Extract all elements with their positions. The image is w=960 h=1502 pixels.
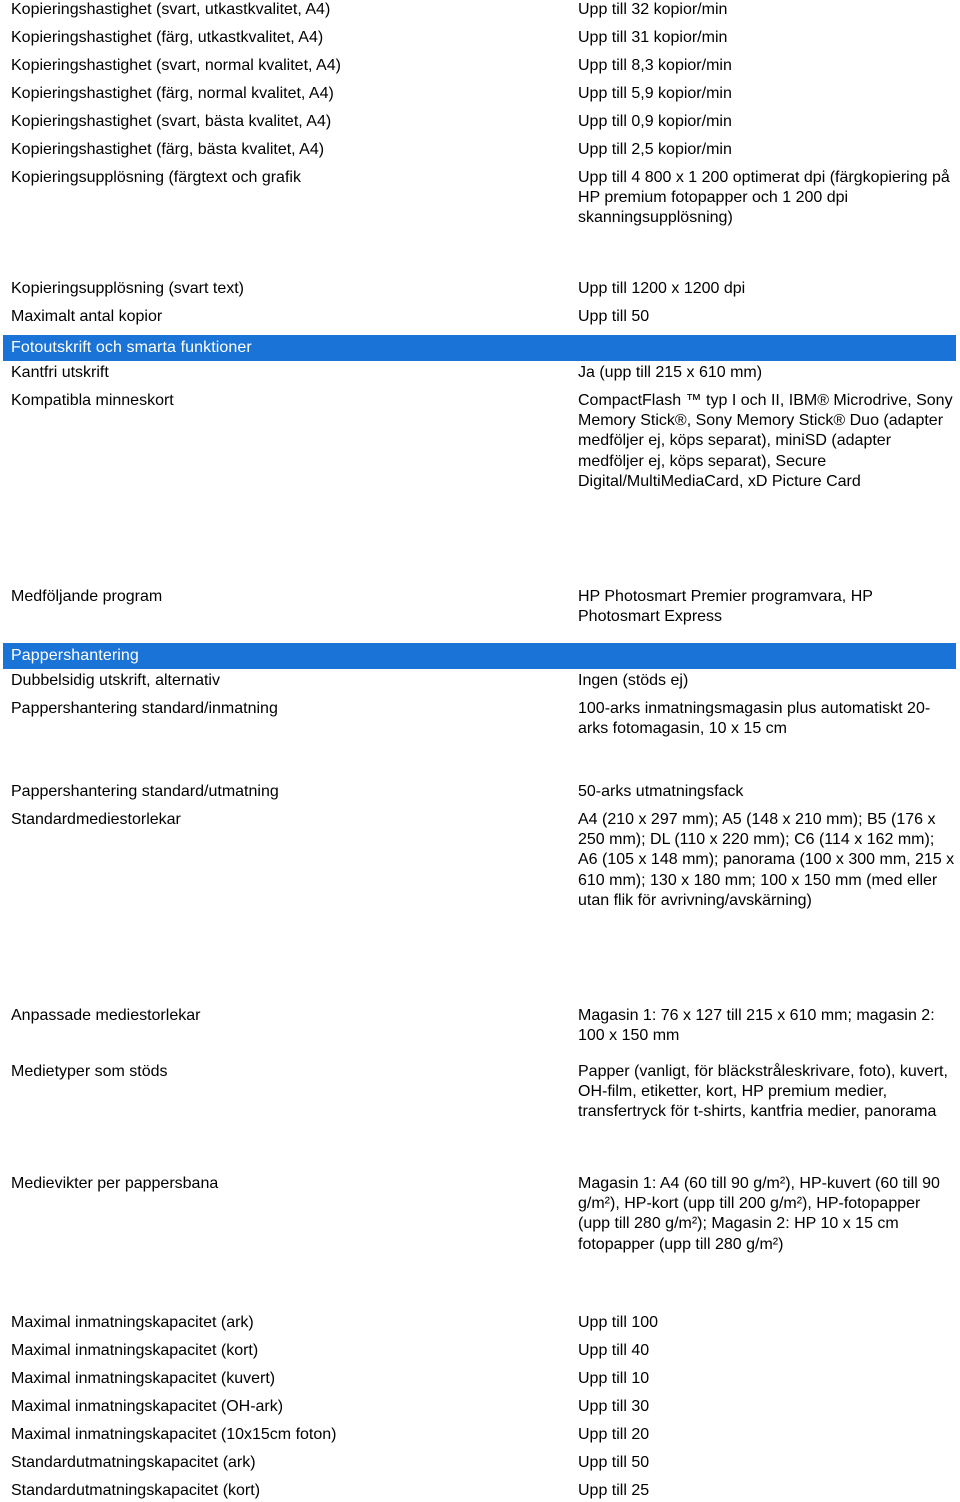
spec-value: Upp till 1200 x 1200 dpi [578, 280, 746, 297]
spec-label: Maximal inmatningskapacitet (kort) [11, 1342, 259, 1359]
spec-value: Upp till 20 [578, 1426, 650, 1443]
spec-label: Maximalt antal kopior [11, 308, 163, 325]
spec-label: Maximal inmatningskapacitet (kuvert) [11, 1370, 276, 1387]
spec-label: Kopieringsupplösning (svart text) [11, 280, 245, 297]
section-header-photo [3, 335, 956, 361]
spec-value: 100-arks inmatningsmagasin plus automatiskt 20-arks fotomagasin, 10 x 15 cm [578, 700, 931, 738]
spec-label: Dubbelsidig utskrift, alternativ [11, 672, 220, 689]
spec-label: Standardutmatningskapacitet (kort) [11, 1482, 261, 1499]
spec-label: Pappershantering standard/inmatning [11, 700, 278, 717]
spec-value: Upp till 30 [578, 1398, 650, 1415]
spec-value: Upp till 32 kopior/min [578, 1, 728, 18]
spec-label: Kopieringshastighet (färg, normal kvalitet, A4) [11, 85, 334, 102]
spec-value: Magasin 1: 76 x 127 till 215 x 610 mm; magasin 2: 100 x 150 mm [578, 1007, 935, 1045]
spec-value: A4 (210 x 297 mm); A5 (148 x 210 mm); B5 (176 x 250 mm); DL (110 x 220 mm); C6 (114 x 162 mm); A6 (105 x 148 mm); panorama (100 x 300 mm, 215 x 610 mm); 130 x 180 mm; 100 x 150 mm (med eller utan flik för avrivning/avskärning) [578, 811, 955, 909]
spec-label: Medietyper som stöds [11, 1063, 168, 1080]
spec-label: Kopieringshastighet (färg, bästa kvalitet, A4) [11, 141, 325, 158]
spec-value: Upp till 0,9 kopior/min [578, 113, 732, 130]
spec-value: HP Photosmart Premier programvara, HP Photosmart Express [578, 588, 873, 626]
spec-label: Medföljande program [11, 588, 163, 605]
spec-value: Upp till 100 [578, 1314, 659, 1331]
spec-label: Maximal inmatningskapacitet (ark) [11, 1314, 254, 1331]
spec-value: CompactFlash ™ typ I och II, IBM® Microdrive, Sony Memory Stick®, Sony Memory Stick® Duo (adapter medföljer ej, köps separat), miniSD (adapter medföljer ej, köps separat), Secure Digital/MultiMediaCard, xD Picture Card [578, 392, 953, 490]
spec-value: Upp till 31 kopior/min [578, 29, 728, 46]
spec-label: Anpassade mediestorlekar [11, 1007, 201, 1024]
spec-value: Magasin 1: A4 (60 till 90 g/m²), HP-kuvert (60 till 90 g/m²), HP-kort (upp till 200 g/m²), HP-fotopapper (upp till 280 g/m²); Magasin 2: HP 10 x 15 cm fotopapper (upp till 280 g/m²) [578, 1175, 940, 1253]
spec-label: Maximal inmatningskapacitet (OH-ark) [11, 1398, 284, 1415]
spec-label: Standardutmatningskapacitet (ark) [11, 1454, 256, 1471]
spec-value: 50-arks utmatningsfack [578, 783, 744, 800]
spec-label: Kopieringshastighet (färg, utkastkvalitet, A4) [11, 29, 324, 46]
section-header-paper [3, 643, 956, 669]
spec-value: Ingen (stöds ej) [578, 672, 689, 689]
spec-value: Papper (vanligt, för bläckstråleskrivare, foto), kuvert, OH-film, etiketter, kort, HP premium medier, transfertryck för t-shirts, kantfria medier, panorama [578, 1063, 948, 1121]
spec-label: Kopieringsupplösning (färgtext och grafik [11, 169, 301, 186]
section-title: Pappershantering [11, 647, 139, 664]
spec-value: Ja (upp till 215 x 610 mm) [578, 364, 763, 381]
spec-label: Kantfri utskrift [11, 364, 109, 381]
spec-label: Kompatibla minneskort [11, 392, 174, 409]
spec-label: Standardmediestorlekar [11, 811, 181, 828]
spec-value: Upp till 50 [578, 308, 650, 325]
spec-value: Upp till 40 [578, 1342, 650, 1359]
section-title: Fotoutskrift och smarta funktioner [11, 339, 252, 356]
spec-value: Upp till 8,3 kopior/min [578, 57, 732, 74]
spec-value: Upp till 2,5 kopior/min [578, 141, 732, 158]
spec-label: Medievikter per pappersbana [11, 1175, 219, 1192]
spec-value: Upp till 4 800 x 1 200 optimerat dpi (färgkopiering på HP premium fotopapper och 1 200 dpi skanningsupplösning) [578, 169, 950, 227]
spec-label: Pappershantering standard/utmatning [11, 783, 279, 800]
spec-value: Upp till 10 [578, 1370, 650, 1387]
spec-value: Upp till 5,9 kopior/min [578, 85, 732, 102]
spec-value: Upp till 50 [578, 1454, 650, 1471]
spec-label: Kopieringshastighet (svart, bästa kvalitet, A4) [11, 113, 332, 130]
spec-label: Maximal inmatningskapacitet (10x15cm foton) [11, 1426, 337, 1443]
spec-label: Kopieringshastighet (svart, utkastkvalitet, A4) [11, 1, 331, 18]
spec-value: Upp till 25 [578, 1482, 650, 1499]
spec-label: Kopieringshastighet (svart, normal kvalitet, A4) [11, 57, 341, 74]
